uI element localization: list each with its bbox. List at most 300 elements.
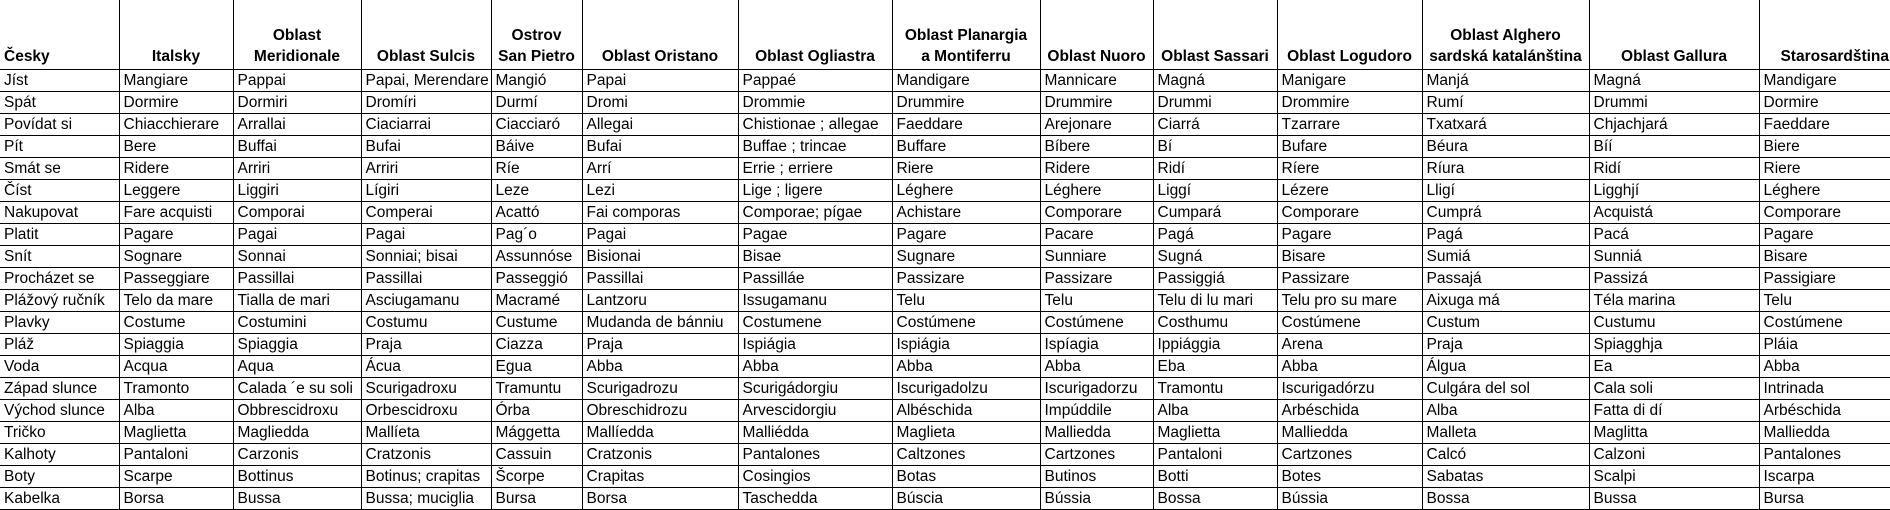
translation-cell: Bússia <box>1277 488 1422 510</box>
translation-cell: Faeddare <box>892 114 1040 136</box>
translation-cell: Liggiri <box>233 180 361 202</box>
translation-cell: Drommire <box>1277 92 1422 114</box>
translation-cell: Arena <box>1277 334 1422 356</box>
translation-cell: Eba <box>1153 356 1277 378</box>
translation-cell: Alba <box>1153 400 1277 422</box>
translation-cell: Bisare <box>1277 246 1422 268</box>
translation-cell: Tramonto <box>119 378 233 400</box>
translation-cell: Maglitta <box>1589 422 1759 444</box>
translation-cell: Ciarrá <box>1153 114 1277 136</box>
column-header: Starosardština <box>1759 0 1890 70</box>
czech-word-cell: Platit <box>0 224 119 246</box>
translation-cell: Spiaggia <box>119 334 233 356</box>
translation-cell: Cartzones <box>1277 444 1422 466</box>
translation-cell: Búscia <box>892 488 1040 510</box>
column-header: Oblast Ogliastra <box>738 0 892 70</box>
translation-cell: Impúddile <box>1040 400 1153 422</box>
translation-cell: Acattó <box>491 202 582 224</box>
translation-cell: Arriri <box>361 158 491 180</box>
translation-cell: Dromíri <box>361 92 491 114</box>
czech-word-cell: Voda <box>0 356 119 378</box>
table-row <box>0 312 1890 334</box>
translation-cell: Mangió <box>491 70 582 92</box>
czech-word-cell: Jíst <box>0 70 119 92</box>
translation-cell: Carzonis <box>233 444 361 466</box>
table-row <box>0 290 1890 312</box>
translation-cell: Praja <box>1422 334 1589 356</box>
translation-cell: Dormire <box>1759 92 1890 114</box>
translation-cell: Dromi <box>582 92 738 114</box>
translation-cell: Iscarpa <box>1759 466 1890 488</box>
table-row <box>0 444 1890 466</box>
translation-cell: Comporae; pígae <box>738 202 892 224</box>
translation-cell: Cosingios <box>738 466 892 488</box>
translation-cell: Ciacciaró <box>491 114 582 136</box>
translation-cell: Praja <box>361 334 491 356</box>
table-row <box>0 158 1890 180</box>
translation-cell: Passeggió <box>491 268 582 290</box>
translation-cell: Ríe <box>491 158 582 180</box>
column-header: Oblast Planargia a Montiferru <box>892 0 1040 70</box>
translation-cell: Abba <box>1040 356 1153 378</box>
translation-cell: Mággetta <box>491 422 582 444</box>
translation-cell: Bufare <box>1277 136 1422 158</box>
translation-cell: Drummire <box>892 92 1040 114</box>
translation-cell: Assunnóse <box>491 246 582 268</box>
translation-cell: Telo da mare <box>119 290 233 312</box>
translation-cell: Pagare <box>119 224 233 246</box>
translation-cell: Sugnare <box>892 246 1040 268</box>
translation-cell: Pag´o <box>491 224 582 246</box>
translation-cell: Caltzones <box>892 444 1040 466</box>
translation-cell: Tzarrare <box>1277 114 1422 136</box>
translation-cell: Achistare <box>892 202 1040 224</box>
table-row <box>0 114 1890 136</box>
translation-cell: Botinus; crapitas <box>361 466 491 488</box>
czech-word-cell: Tričko <box>0 422 119 444</box>
translation-cell: Bussa <box>1589 488 1759 510</box>
translation-cell: Costume <box>119 312 233 334</box>
translation-cell: Bussa <box>233 488 361 510</box>
translation-cell: Praja <box>582 334 738 356</box>
translation-cell: Papai <box>582 70 738 92</box>
translation-cell: Arejonare <box>1040 114 1153 136</box>
translation-cell: Cumpará <box>1153 202 1277 224</box>
translation-cell: Alba <box>119 400 233 422</box>
translation-cell: Ridí <box>1153 158 1277 180</box>
translation-cell: Bufai <box>361 136 491 158</box>
translation-cell: Abba <box>1759 356 1890 378</box>
czech-word-cell: Smát se <box>0 158 119 180</box>
translation-cell: Bussa; muciglia <box>361 488 491 510</box>
translation-cell: Órba <box>491 400 582 422</box>
czech-word-cell: Pláž <box>0 334 119 356</box>
translation-cell: Botes <box>1277 466 1422 488</box>
translation-cell: Drummi <box>1153 92 1277 114</box>
translation-cell: Scarpe <box>119 466 233 488</box>
translation-cell: Buffai <box>233 136 361 158</box>
translation-cell: Léghere <box>1759 180 1890 202</box>
translation-cell: Allegai <box>582 114 738 136</box>
table-row <box>0 356 1890 378</box>
table-row <box>0 268 1890 290</box>
translation-cell: Pagare <box>1759 224 1890 246</box>
table-row <box>0 224 1890 246</box>
translation-cell: Costúmene <box>892 312 1040 334</box>
translation-cell: Scalpi <box>1589 466 1759 488</box>
translation-cell: Obbrescidroxu <box>233 400 361 422</box>
translation-cell: Iscurigadorzu <box>1040 378 1153 400</box>
translation-cell: Álgua <box>1422 356 1589 378</box>
table-body <box>0 70 1890 510</box>
translation-cell: Bússia <box>1040 488 1153 510</box>
translation-cell: Ácua <box>361 356 491 378</box>
translation-cell: Ispiágia <box>738 334 892 356</box>
translation-cell: Dormiri <box>233 92 361 114</box>
translation-cell: Issugamanu <box>738 290 892 312</box>
translation-cell: Cratzonis <box>361 444 491 466</box>
translation-cell: Ispiágia <box>892 334 1040 356</box>
czech-word-cell: Východ slunce <box>0 400 119 422</box>
translation-cell: Ríura <box>1422 158 1589 180</box>
translation-cell: Custumu <box>1589 312 1759 334</box>
translation-cell: Tramontu <box>1153 378 1277 400</box>
czech-word-cell: Plavky <box>0 312 119 334</box>
translation-cell: Arbéschida <box>1759 400 1890 422</box>
translation-cell: Buffare <box>892 136 1040 158</box>
translation-cell: Telu <box>1040 290 1153 312</box>
translation-cell: Lígiri <box>361 180 491 202</box>
translation-cell: Taschedda <box>738 488 892 510</box>
table-row <box>0 422 1890 444</box>
translation-cell: Pantalones <box>1759 444 1890 466</box>
translation-cell: Intrinada <box>1759 378 1890 400</box>
czech-word-cell: Západ slunce <box>0 378 119 400</box>
column-header: Oblast Sulcis <box>361 0 491 70</box>
translation-cell: Arbéschida <box>1277 400 1422 422</box>
translation-cell: Durmí <box>491 92 582 114</box>
czech-word-cell: Spát <box>0 92 119 114</box>
translation-cell: Passillai <box>582 268 738 290</box>
translation-cell: Spiaggia <box>233 334 361 356</box>
translation-cell: Custume <box>491 312 582 334</box>
translation-cell: Drommie <box>738 92 892 114</box>
translation-cell: Scurigadrozu <box>582 378 738 400</box>
column-header: Oblast Alghero sardská katalánština <box>1422 0 1589 70</box>
translation-cell: Mandigare <box>1759 70 1890 92</box>
translation-cell: Asciugamanu <box>361 290 491 312</box>
translation-cell: Abba <box>582 356 738 378</box>
translation-cell: Acqua <box>119 356 233 378</box>
translation-cell: Sumiá <box>1422 246 1589 268</box>
translation-cell: Bisae <box>738 246 892 268</box>
translation-cell: Tialla de mari <box>233 290 361 312</box>
translation-cell: Pantalones <box>738 444 892 466</box>
translation-cell: Mannicare <box>1040 70 1153 92</box>
translation-cell: Arriri <box>233 158 361 180</box>
table-row <box>0 202 1890 224</box>
translation-cell: Lige ; ligere <box>738 180 892 202</box>
translation-cell: Borsa <box>582 488 738 510</box>
translation-cell: Passizare <box>1277 268 1422 290</box>
translation-cell: Maglietta <box>1153 422 1277 444</box>
translation-cell: Telu <box>1759 290 1890 312</box>
czech-word-cell: Procházet se <box>0 268 119 290</box>
czech-word-cell: Číst <box>0 180 119 202</box>
translation-cell: Léghere <box>1040 180 1153 202</box>
translation-cell: Béura <box>1422 136 1589 158</box>
translation-cell: Arrí <box>582 158 738 180</box>
translation-cell: Bufai <box>582 136 738 158</box>
translation-cell: Lezi <box>582 180 738 202</box>
translation-cell: Butinos <box>1040 466 1153 488</box>
column-header: Oblast Logudoro <box>1277 0 1422 70</box>
translation-cell: Pagare <box>1277 224 1422 246</box>
translation-cell: Chiacchierare <box>119 114 233 136</box>
translation-cell: Leze <box>491 180 582 202</box>
translation-cell: Arvescidorgiu <box>738 400 892 422</box>
translation-cell: Scurigádorgiu <box>738 378 892 400</box>
translation-cell: Léghere <box>892 180 1040 202</box>
translation-cell: Passigiare <box>1759 268 1890 290</box>
translation-cell: Crapitas <box>582 466 738 488</box>
translation-cell: Mandigare <box>892 70 1040 92</box>
translation-cell: Mudanda de bánniu <box>582 312 738 334</box>
translation-cell: Pagai <box>361 224 491 246</box>
translation-cell: Bíí <box>1589 136 1759 158</box>
translation-cell: Passillai <box>361 268 491 290</box>
translation-cell: Telu di lu mari <box>1153 290 1277 312</box>
translation-cell: Malliedda <box>1277 422 1422 444</box>
translation-cell: Passizare <box>1040 268 1153 290</box>
translation-cell: Macramé <box>491 290 582 312</box>
translation-cell: Passizá <box>1589 268 1759 290</box>
translation-cell: Cassuin <box>491 444 582 466</box>
translation-cell: Calzoni <box>1589 444 1759 466</box>
translation-cell: Pagare <box>892 224 1040 246</box>
translation-cell: Aixuga má <box>1422 290 1589 312</box>
translation-cell: Fai comporas <box>582 202 738 224</box>
translation-cell: Faeddare <box>1759 114 1890 136</box>
translation-cell: Sonnai <box>233 246 361 268</box>
translation-cell: Riere <box>1759 158 1890 180</box>
translation-cell: Bíbere <box>1040 136 1153 158</box>
translation-cell: Passilláe <box>738 268 892 290</box>
translation-cell: Spiagghja <box>1589 334 1759 356</box>
table-row <box>0 180 1890 202</box>
translation-cell: Lantzoru <box>582 290 738 312</box>
translation-cell: Mallíeta <box>361 422 491 444</box>
table-row <box>0 334 1890 356</box>
column-header: Ostrov San Pietro <box>491 0 582 70</box>
translation-cell: Ispíagia <box>1040 334 1153 356</box>
translation-cell: Malliédda <box>738 422 892 444</box>
translation-cell: Maglieta <box>892 422 1040 444</box>
translation-cell: Comporai <box>233 202 361 224</box>
translation-cell: Ea <box>1589 356 1759 378</box>
table-row <box>0 70 1890 92</box>
translation-cell: Ridere <box>119 158 233 180</box>
column-header: Oblast Meridionale <box>233 0 361 70</box>
translation-cell: Bursa <box>491 488 582 510</box>
translation-cell: Telu <box>892 290 1040 312</box>
translation-cell: Pappai <box>233 70 361 92</box>
translation-cell: Culgára del sol <box>1422 378 1589 400</box>
translation-cell: Pappaé <box>738 70 892 92</box>
column-header: Oblast Sassari <box>1153 0 1277 70</box>
translation-cell: Sonniai; bisai <box>361 246 491 268</box>
translation-cell: Iscurigadolzu <box>892 378 1040 400</box>
translation-cell: Mangiare <box>119 70 233 92</box>
translation-cell: Ligghjí <box>1589 180 1759 202</box>
translation-cell: Magliedda <box>233 422 361 444</box>
czech-word-cell: Kabelka <box>0 488 119 510</box>
translation-cell: Abba <box>892 356 1040 378</box>
translation-cell: Pacare <box>1040 224 1153 246</box>
translation-cell: Ridí <box>1589 158 1759 180</box>
translation-cell: Costumini <box>233 312 361 334</box>
translation-cell: Obreschidrozu <box>582 400 738 422</box>
translation-cell: Šcorpe <box>491 466 582 488</box>
translation-cell: Dormire <box>119 92 233 114</box>
translation-cell: Passeggiare <box>119 268 233 290</box>
translation-cell: Ippiággia <box>1153 334 1277 356</box>
translation-cell: Malleta <box>1422 422 1589 444</box>
translation-cell: Sunniare <box>1040 246 1153 268</box>
translation-cell: Sognare <box>119 246 233 268</box>
translation-cell: Chjachjará <box>1589 114 1759 136</box>
translation-cell: Pagá <box>1153 224 1277 246</box>
table-row <box>0 92 1890 114</box>
translation-cell: Báive <box>491 136 582 158</box>
translation-cell: Txatxará <box>1422 114 1589 136</box>
translation-cell: Malliedda <box>1040 422 1153 444</box>
translation-cell: Calada ´e su soli <box>233 378 361 400</box>
translation-cell: Biere <box>1759 136 1890 158</box>
table-row <box>0 246 1890 268</box>
translation-cell: Comporare <box>1277 202 1422 224</box>
translation-cell: Lligí <box>1422 180 1589 202</box>
translation-cell: Orbescidroxu <box>361 400 491 422</box>
translation-cell: Téla marina <box>1589 290 1759 312</box>
translation-cell: Fatta di dí <box>1589 400 1759 422</box>
translation-cell: Maglietta <box>119 422 233 444</box>
translation-cell: Borsa <box>119 488 233 510</box>
translation-cell: Passiggiá <box>1153 268 1277 290</box>
column-header: Oblast Gallura <box>1589 0 1759 70</box>
translation-cell: Arrallai <box>233 114 361 136</box>
czech-word-cell: Snít <box>0 246 119 268</box>
translation-cell: Ciaciarrai <box>361 114 491 136</box>
translation-cell: Drummi <box>1589 92 1759 114</box>
czech-word-cell: Povídat si <box>0 114 119 136</box>
translation-cell: Sugná <box>1153 246 1277 268</box>
translation-cell: Passizare <box>892 268 1040 290</box>
translation-cell: Pagai <box>582 224 738 246</box>
column-header: Oblast Nuoro <box>1040 0 1153 70</box>
translation-cell: Comporare <box>1040 202 1153 224</box>
translation-cell: Bisionai <box>582 246 738 268</box>
translation-cell: Comperai <box>361 202 491 224</box>
translation-cell: Ridere <box>1040 158 1153 180</box>
translation-cell: Acquistá <box>1589 202 1759 224</box>
translation-cell: Botas <box>892 466 1040 488</box>
translation-cell: Costumu <box>361 312 491 334</box>
column-header: Italsky <box>119 0 233 70</box>
translation-cell: Calcó <box>1422 444 1589 466</box>
translation-cell: Pagá <box>1422 224 1589 246</box>
translation-cell: Costúmene <box>1277 312 1422 334</box>
translation-cell: Costhumu <box>1153 312 1277 334</box>
column-header: Oblast Oristano <box>582 0 738 70</box>
translation-cell: Costumene <box>738 312 892 334</box>
translation-cell: Cumprá <box>1422 202 1589 224</box>
translation-cell: Aqua <box>233 356 361 378</box>
translation-cell: Passillai <box>233 268 361 290</box>
translation-cell: Pagae <box>738 224 892 246</box>
translation-cell: Telu pro su mare <box>1277 290 1422 312</box>
translation-cell: Fare acquisti <box>119 202 233 224</box>
translation-cell: Drummire <box>1040 92 1153 114</box>
translation-cell: Abba <box>738 356 892 378</box>
czech-word-cell: Pít <box>0 136 119 158</box>
czech-word-cell: Plážový ručník <box>0 290 119 312</box>
translation-cell: Abba <box>1277 356 1422 378</box>
czech-word-cell: Nakupovat <box>0 202 119 224</box>
translation-cell: Magná <box>1153 70 1277 92</box>
translation-cell: Leggere <box>119 180 233 202</box>
translation-cell: Liggí <box>1153 180 1277 202</box>
translation-cell: Bossa <box>1422 488 1589 510</box>
translation-cell: Pantaloni <box>1153 444 1277 466</box>
table-row <box>0 378 1890 400</box>
translation-cell: Cratzonis <box>582 444 738 466</box>
translation-cell: Egua <box>491 356 582 378</box>
translation-cell: Ríere <box>1277 158 1422 180</box>
translation-cell: Bossa <box>1153 488 1277 510</box>
translation-cell: Tramuntu <box>491 378 582 400</box>
table-row <box>0 466 1890 488</box>
table-row <box>0 136 1890 158</box>
translation-cell: Sabatas <box>1422 466 1589 488</box>
column-header: Česky <box>0 0 119 70</box>
translation-cell: Cartzones <box>1040 444 1153 466</box>
translation-cell: Comporare <box>1759 202 1890 224</box>
translation-cell: Pláia <box>1759 334 1890 356</box>
translation-cell: Alba <box>1422 400 1589 422</box>
translation-cell: Cala soli <box>1589 378 1759 400</box>
translation-cell: Errie ; erriere <box>738 158 892 180</box>
translation-cell: Costúmene <box>1040 312 1153 334</box>
table-row <box>0 488 1890 510</box>
translation-cell: Albéschida <box>892 400 1040 422</box>
translation-cell: Bursa <box>1759 488 1890 510</box>
translation-cell: Pantaloni <box>119 444 233 466</box>
translation-cell: Scurigadroxu <box>361 378 491 400</box>
translation-cell: Mallíedda <box>582 422 738 444</box>
translation-cell: Riere <box>892 158 1040 180</box>
translation-cell: Ciazza <box>491 334 582 356</box>
translation-cell: Malliedda <box>1759 422 1890 444</box>
header-row <box>0 0 1890 70</box>
translation-cell: Manigare <box>1277 70 1422 92</box>
translation-cell: Iscurigadórzu <box>1277 378 1422 400</box>
translation-cell: Botti <box>1153 466 1277 488</box>
translation-cell: Bottinus <box>233 466 361 488</box>
translation-cell: Custum <box>1422 312 1589 334</box>
czech-word-cell: Kalhoty <box>0 444 119 466</box>
translation-cell: Costúmene <box>1759 312 1890 334</box>
